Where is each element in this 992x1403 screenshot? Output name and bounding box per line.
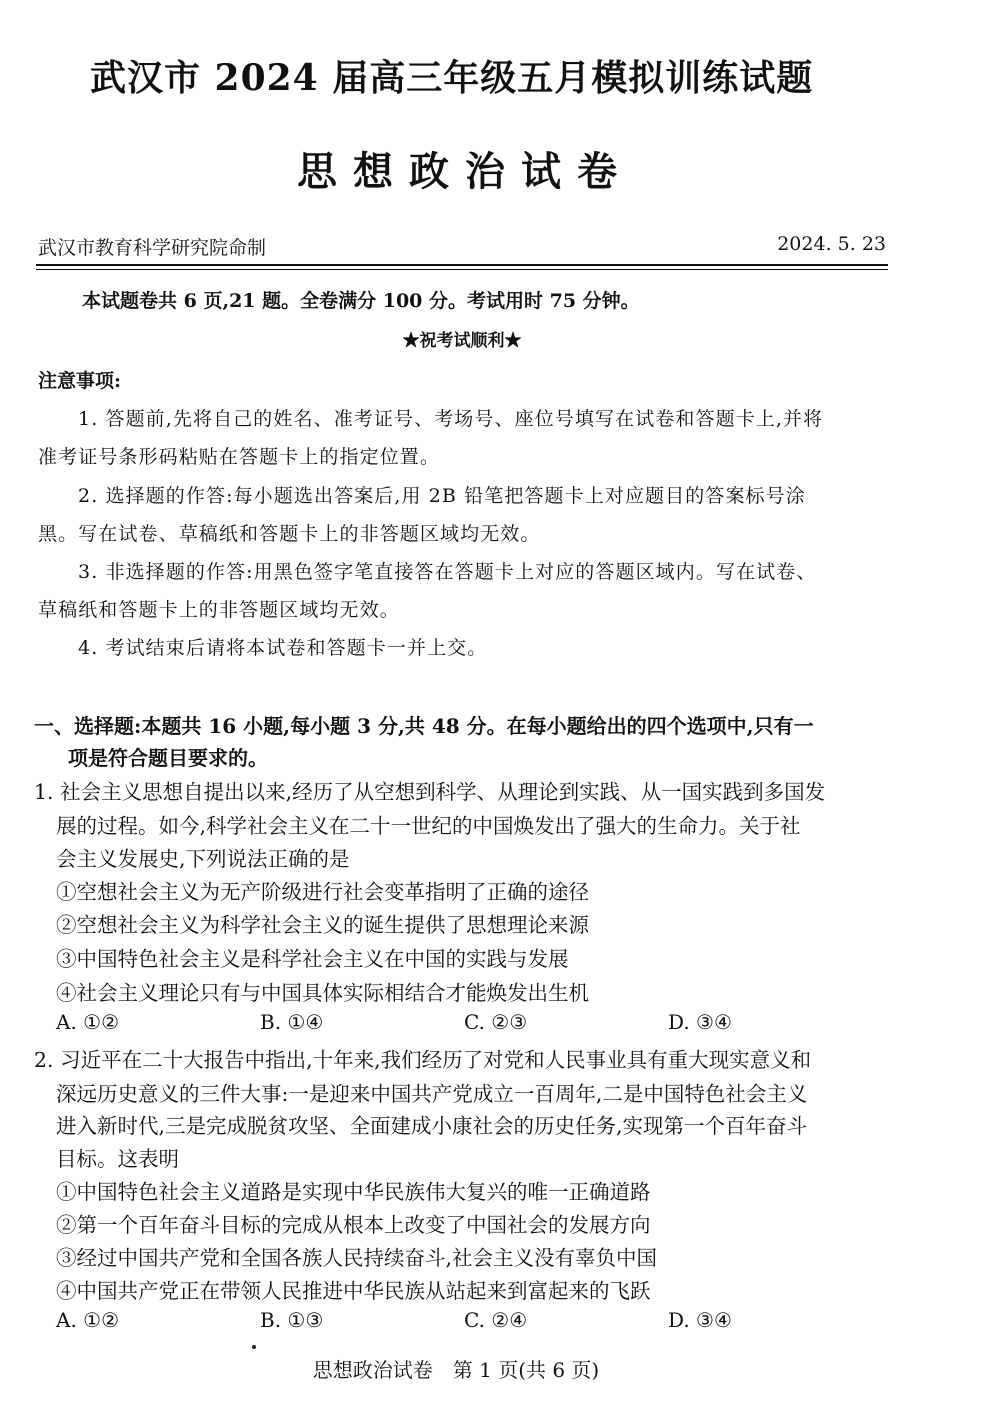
question-2-stem: 进入新时代,三是完成脱贫攻坚、全面建成小康社会的历史任务,实现第一个百年奋斗 xyxy=(56,1114,808,1138)
question-2-stem: 2. 习近平在二十大报告中指出,十年来,我们经历了对党和人民事业具有重大现实意义和 xyxy=(34,1048,812,1072)
notice-line: 1. 答题前,先将自己的姓名、准考证号、考场号、座位号填写在试卷和答题卡上,并将 xyxy=(78,408,824,430)
question-1-option-c: C. ②③ xyxy=(464,1010,528,1034)
exam-summary: 本试题卷共 6 页,21 题。全卷满分 100 分。考试用时 75 分钟。 xyxy=(82,290,640,312)
exam-title: 武汉市 2024 届高三年级五月模拟训练试题 xyxy=(90,57,814,99)
notice-line: 3. 非选择题的作答:用黑色签字笔直接答在答题卡上对应的答题区域内。写在试卷、 xyxy=(78,561,817,583)
exam-subject-title: 思想政治试卷 xyxy=(297,148,633,195)
question-2-statement: ①中国特色社会主义道路是实现中华民族伟大复兴的唯一正确道路 xyxy=(56,1180,651,1204)
notice-heading: 注意事项: xyxy=(38,370,122,392)
question-2-option-b: B. ①③ xyxy=(260,1308,324,1332)
question-1-option-b: B. ①④ xyxy=(260,1010,324,1034)
notice-line: 2. 选择题的作答:每小题选出答案后,用 2B 铅笔把答题卡上对应题目的答案标号涂 xyxy=(78,485,806,507)
notice-line: 草稿纸和答题卡上的非答题区域均无效。 xyxy=(38,599,400,621)
question-2-statement: ②第一个百年奋斗目标的完成从根本上改变了中国社会的发展方向 xyxy=(56,1213,651,1237)
header-divider-thick xyxy=(36,264,888,266)
question-2-stem: 目标。这表明 xyxy=(56,1147,179,1171)
question-2-statement: ③经过中国共产党和全国各族人民持续奋斗,社会主义没有辜负中国 xyxy=(56,1246,658,1270)
page-footer: 思想政治试卷 第 1 页(共 6 页) xyxy=(312,1358,600,1382)
question-2-statement: ④中国共产党正在带领人民推进中华民族从站起来到富起来的飞跃 xyxy=(56,1279,651,1303)
question-1-option-a: A. ①② xyxy=(56,1010,120,1034)
question-2-option-d: D. ③④ xyxy=(668,1308,732,1332)
question-1-stem: 会主义发展史,下列说法正确的是 xyxy=(56,847,350,871)
question-2-option-a: A. ①② xyxy=(56,1308,120,1332)
notice-line: 准考证号条形码粘贴在答题卡上的指定位置。 xyxy=(38,446,441,468)
question-1-option-d: D. ③④ xyxy=(668,1010,732,1034)
question-1-stem: 1. 社会主义思想自提出以来,经历了从空想到科学、从理论到实践、从一国实践到多国发 xyxy=(34,780,826,804)
issuer-label: 武汉市教育科学研究院命制 xyxy=(38,237,267,259)
scan-speck xyxy=(252,1345,256,1349)
exam-date: 2024. 5. 23 xyxy=(777,233,886,255)
question-1-statement: ④社会主义理论只有与中国具体实际相结合才能焕发出生机 xyxy=(56,981,589,1005)
notice-line: 黑。写在试卷、草稿纸和答题卡上的非答题区域均无效。 xyxy=(38,523,541,545)
question-1-statement: ③中国特色社会主义是科学社会主义在中国的实践与发展 xyxy=(56,947,569,971)
question-1-statement: ②空想社会主义为科学社会主义的诞生提供了思想理论来源 xyxy=(56,913,589,937)
question-1-statement: ①空想社会主义为无产阶级进行社会变革指明了正确的途径 xyxy=(56,880,589,904)
notice-line: 4. 考试结束后请将本试卷和答题卡一并上交。 xyxy=(78,637,488,659)
question-2-option-c: C. ②④ xyxy=(464,1308,528,1332)
question-1-stem: 展的过程。如今,科学社会主义在二十一世纪的中国焕发出了强大的生命力。关于社 xyxy=(56,814,801,838)
section-heading: 一、选择题:本题共 16 小题,每小题 3 分,共 48 分。在每小题给出的四个选项中,只有一 xyxy=(34,714,814,738)
header-divider-thin xyxy=(36,269,888,270)
question-2-stem: 深远历史意义的三件大事:一是迎来中国共产党成立一百周年,二是中国特色社会主义 xyxy=(56,1082,808,1106)
good-luck-banner: ★祝考试顺利★ xyxy=(402,331,522,351)
section-heading-cont: 项是符合题目要求的。 xyxy=(68,746,268,770)
